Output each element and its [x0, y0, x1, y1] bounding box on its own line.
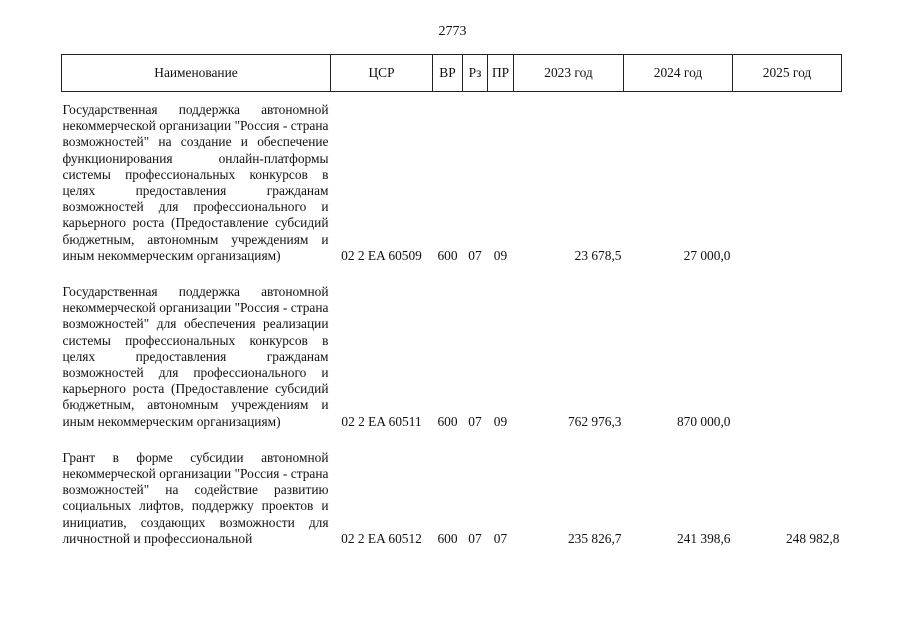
row-csr: 02 2 EA 60511 — [341, 413, 422, 429]
row-csr: 02 2 EA 60509 — [341, 248, 422, 264]
page-number: 2773 — [438, 24, 467, 39]
row-2024: 27 000,0 — [683, 248, 731, 264]
row-name: Государственная поддержка автономной некоммерческой организации "Россия - страна возможностей" для обеспечения реализации системы профессиональных конкурсов в целях предоставления гражданам возможностей для профессионального и карьерного роста (Предоставление субсидий бюджетным, автономным учреждениям и иным некоммерческим организациям) — [62, 284, 329, 429]
table-row — [62, 92, 842, 269]
row-vr: 600 — [437, 413, 458, 429]
row-rz: 07 — [468, 413, 482, 429]
header-2024: 2024 год — [624, 55, 733, 92]
header-name: Наименование — [62, 55, 331, 92]
table-row — [62, 268, 842, 434]
row-2025: 248 982,8 — [785, 531, 840, 547]
header-2023: 2023 год — [514, 55, 624, 92]
header-rz: Рз — [463, 55, 488, 92]
row-pr: 09 — [493, 413, 508, 429]
header-row — [62, 55, 842, 92]
header-pr: ПР — [488, 55, 514, 92]
row-pr: 09 — [493, 248, 508, 264]
row-csr: 02 2 EA 60512 — [341, 531, 422, 547]
row-2025 — [733, 92, 842, 269]
row-2023: 762 976,3 — [567, 413, 622, 429]
row-rz: 07 — [468, 531, 482, 547]
row-2024: 241 398,6 — [676, 531, 731, 547]
budget-table — [61, 54, 842, 575]
row-vr: 600 — [437, 531, 458, 547]
row-2024: 870 000,0 — [676, 413, 731, 429]
row-name: Государственная поддержка автономной некоммерческой организации "Россия - страна возможностей" на создание и обеспечение функционирования онлайн-платформы системы профессиональных конкурсов в целях предоставления гражданам возможностей для профессионального и карьерного роста (Предоставление субсидий бюджетным, автономным учреждениям и иным некоммерческим организациям) — [62, 102, 329, 263]
header-csr: ЦСР — [331, 55, 433, 92]
row-pr: 07 — [493, 531, 508, 547]
row-2025 — [733, 268, 842, 434]
table-row — [62, 434, 842, 575]
row-vr: 600 — [437, 248, 458, 264]
header-vr: ВР — [433, 55, 463, 92]
row-2023: 23 678,5 — [574, 248, 622, 264]
row-rz: 07 — [468, 248, 482, 264]
header-2025: 2025 год — [733, 55, 842, 92]
row-name: Грант в форме субсидии автономной некоммерческой организации "Россия - страна возможностей" на содействие развитию социальных лифтов, поддержку проектов и инициатив, создающих возможности для личностной и профессиональной — [62, 449, 329, 546]
row-2023: 235 826,7 — [567, 531, 622, 547]
